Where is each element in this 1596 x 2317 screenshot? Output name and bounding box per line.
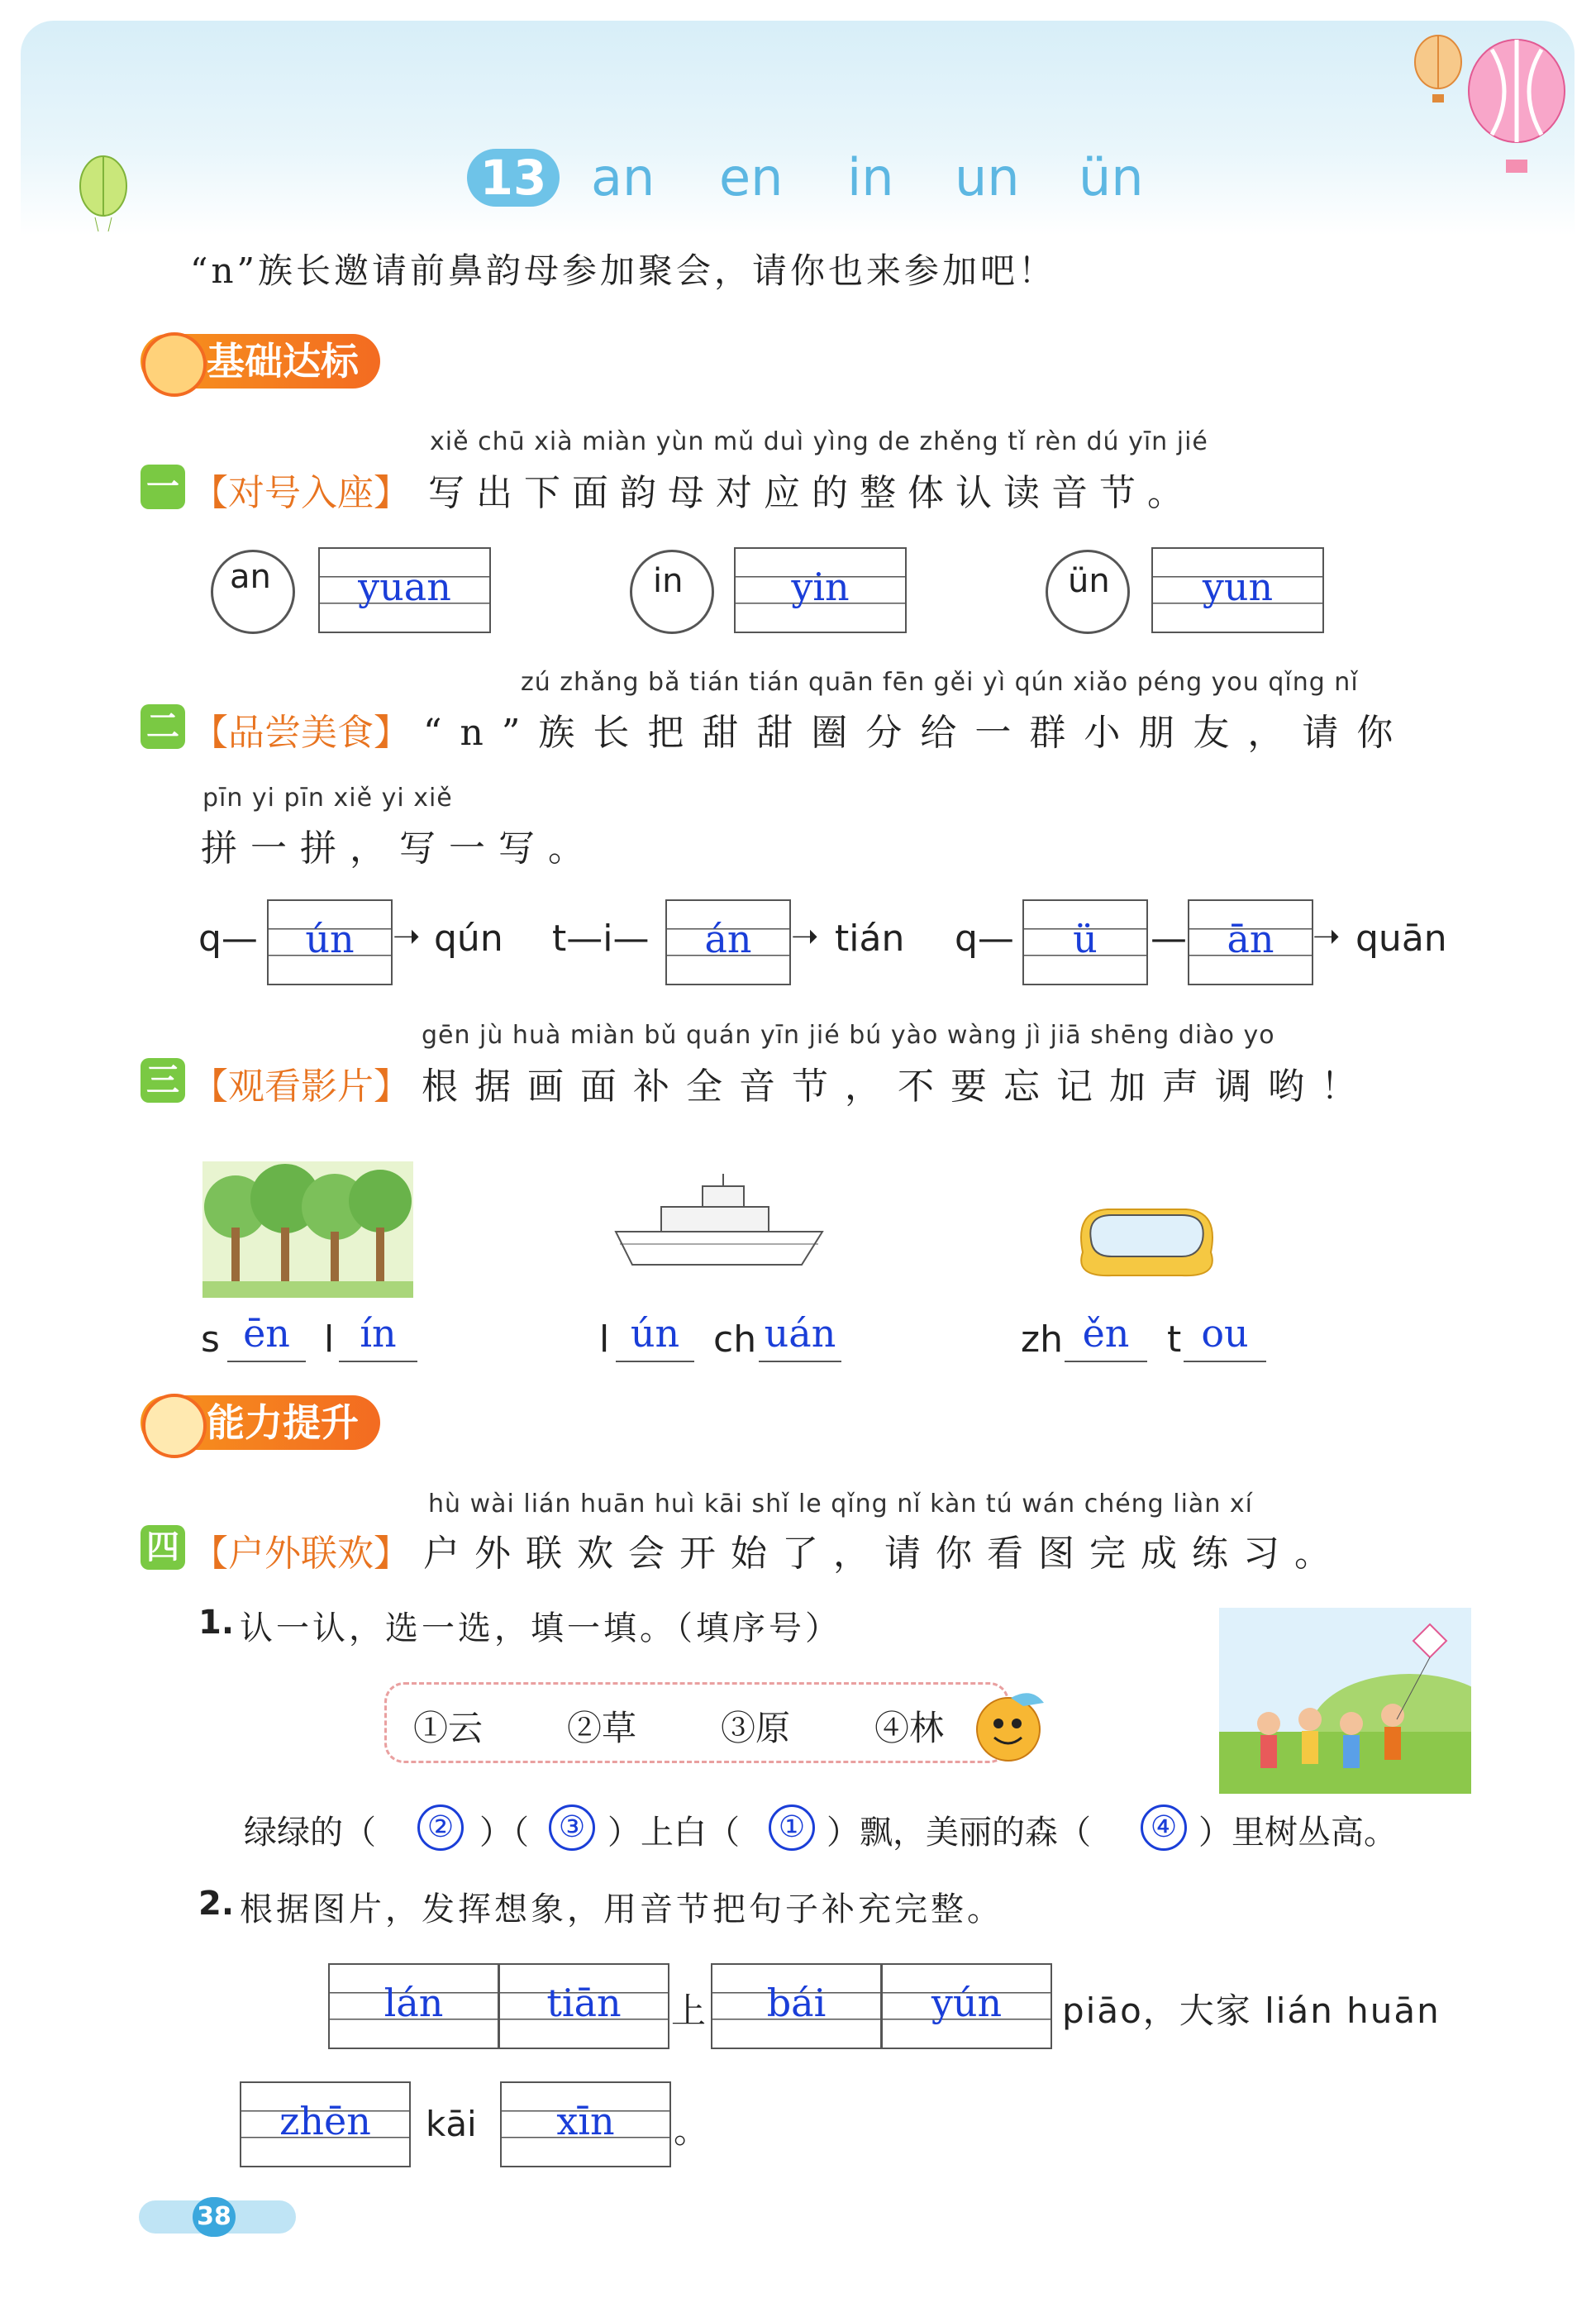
q4-tag: 【户外联欢】 [192,1533,410,1575]
sentence-part: ）（ [479,1814,529,1852]
q2-pinyin-2: pīn yi pīn xiě yi xiě [202,784,453,813]
chain-result: quān [1355,918,1447,960]
pinyin-box[interactable]: tiān [498,1963,669,2049]
fill-blank[interactable]: ou [1184,1306,1266,1362]
answer-box[interactable]: yun [1151,547,1324,633]
title-final-en: en [719,147,784,207]
initial-label: t [1167,1318,1182,1361]
q3-tag: 【观看影片】 [192,1066,410,1108]
q1-pinyin: xiě chū xià miàn yùn mǔ duì yìng de zhěng tǐ rèn dú yīn jié [430,427,1208,456]
q3-text: 根据画面补全音节，不要忘记加声调哟！ [422,1066,1374,1108]
q1-number: 一 [141,465,185,509]
initial-label: l [599,1318,610,1361]
answer-box[interactable]: yin [734,547,907,633]
chain-result: qún [434,918,503,960]
fill-blank[interactable]: ēn [227,1306,306,1362]
arrow-icon: ➝ [791,918,819,956]
title-final-in: in [847,147,894,207]
q2-text-1: “n”族长把甜甜圈分给一群小朋友，请你 [423,712,1412,754]
balloon-small-icon [1405,33,1471,107]
pinyin-box[interactable]: bái [711,1963,882,2049]
initial-label: l [324,1318,335,1361]
arrow-icon: ➝ [393,918,421,956]
q4-pinyin: hù wài lián huān huì kāi shǐ le qǐng nǐ kàn tú wán chéng liàn xí [428,1490,1253,1518]
q2-text-2: 拼一拼，写一写。 [201,827,598,870]
fill-blank[interactable]: ěn [1065,1306,1147,1362]
q1-tag: 【对号入座】 [192,472,410,514]
q4-text: 户外联欢会开始了，请你看图完成练习。 [423,1533,1346,1575]
answer-box[interactable]: yuan [318,547,491,633]
chain-prefix: t—i— [552,918,650,960]
fill-blank[interactable]: uán [759,1306,841,1362]
q4-number: 四 [141,1525,185,1570]
sentence-part: 绿绿的（ [244,1814,376,1852]
chain-result: tián [835,918,905,960]
q1-text: 写出下面韵母对应的整体认读音节。 [428,472,1195,514]
sentence-part: ）上白（ [607,1814,740,1852]
answer-circle[interactable]: ② [417,1804,464,1851]
final-label: an [230,558,271,596]
sub2-text: 根据图片，发挥想象，用音节把句子补充完整。 [240,1890,1003,1928]
answer-circle[interactable]: ③ [549,1804,595,1851]
sub1-text: 认一认，选一选，填一填。（填序号） [240,1609,841,1647]
pinyin-box[interactable]: xīn [500,2081,671,2167]
arrow-icon: ➝ [1313,918,1341,956]
chain-answer-box[interactable]: ún [267,899,393,985]
sentence-part: ）飘，美丽的森（ [827,1814,1091,1852]
forest-image [202,1161,413,1298]
final-label: ün [1068,562,1110,600]
option-item: ②草 [567,1708,637,1748]
initial-label: s [201,1318,220,1361]
option-item: ③原 [721,1708,791,1748]
balloon-large-icon [1463,37,1570,178]
balloon-icon [70,153,136,244]
section-banner-ability: 能力提升 [141,1395,380,1450]
certificate-icon [142,1394,207,1458]
answer-circle[interactable]: ④ [1141,1804,1187,1851]
fill-blank[interactable]: ín [339,1306,417,1362]
page-number: 38 [193,2197,236,2237]
answer-circle[interactable]: ① [769,1804,815,1851]
medal-icon [142,332,207,397]
title-final-v-n: ün [1079,147,1144,207]
pillow-image [1074,1203,1219,1281]
sentence-part: kāi [426,2104,477,2144]
lesson-number-badge: 13 [467,149,560,207]
option-item: ④林 [874,1708,945,1748]
chain-prefix: q— [955,918,1014,960]
option-item: ①云 [413,1708,484,1748]
header-background [21,21,1575,236]
fill-blank[interactable]: ún [616,1306,694,1362]
outdoor-party-image [1219,1608,1471,1794]
sub2-label: 2. [198,1885,235,1923]
q2-number: 二 [141,704,185,749]
cartoon-face-icon [965,1686,1056,1765]
sentence-end: 。 [674,2110,709,2151]
q2-tag: 【品尝美食】 [192,712,410,754]
pinyin-box[interactable]: yún [881,1963,1052,2049]
chain-answer-box[interactable]: ü [1022,899,1148,985]
title-final-an: an [591,147,655,207]
chain-answer-box[interactable]: án [665,899,791,985]
sentence-tail: piāo，大家 lián huān [1062,1990,1441,2031]
title-final-un: un [955,147,1020,207]
q3-number: 三 [141,1058,185,1103]
sentence-part: 上 [671,1990,707,2031]
q2-pinyin-1: zú zhǎng bǎ tián tián quān fēn gěi yì qún xiǎo péng you qǐng nǐ [521,668,1359,697]
pinyin-box[interactable]: lán [328,1963,499,2049]
final-label: in [653,562,684,600]
chain-dash: — [1151,918,1187,960]
pinyin-box[interactable]: zhēn [240,2081,411,2167]
sub1-label: 1. [198,1604,235,1642]
section-banner-basic: 基础达标 [141,334,380,389]
ship-image [612,1174,831,1273]
intro-text: “n”族长邀请前鼻韵母参加聚会，请你也来参加吧！ [190,250,1056,291]
q3-pinyin: gēn jù huà miàn bǔ quán yīn jié bú yào wàng jì jiā shēng diào yo [422,1021,1275,1050]
chain-answer-box[interactable]: ān [1188,899,1313,985]
chain-prefix: q— [198,918,258,960]
initial-label: ch [713,1318,757,1361]
initial-label: zh [1021,1318,1063,1361]
sentence-part: ）里树丛高。 [1198,1814,1397,1852]
